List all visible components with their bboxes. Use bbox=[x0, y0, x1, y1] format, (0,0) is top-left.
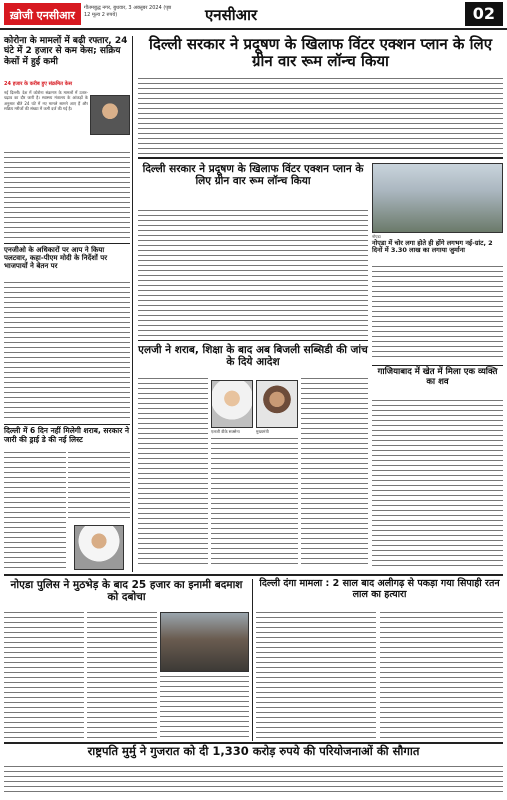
liquor-story-text-lines-3 bbox=[301, 378, 368, 570]
main-story-text-lines bbox=[138, 78, 503, 156]
divider bbox=[4, 424, 130, 425]
column-rule bbox=[132, 36, 133, 572]
left-story-text-lines bbox=[4, 152, 130, 242]
left-story2-headline: एनजीओ के अधिकारों पर आप ने किया पलटवार, कहा-पीएम मोदी के निर्देशों पर भाजपायों ने बेतन पर bbox=[4, 246, 108, 271]
noida-police-text-lines-2 bbox=[87, 612, 157, 740]
noida-photo-caption: नोएडा bbox=[372, 234, 381, 239]
divider bbox=[138, 340, 368, 341]
divider bbox=[372, 365, 503, 366]
divider bbox=[4, 574, 503, 576]
virus-photo bbox=[90, 95, 130, 135]
president-story-headline: राष्ट्रपति मुर्मु ने गुजरात को दी 1,330 करोड़ रुपये की परियोजनाओं की सौगात bbox=[87, 744, 420, 758]
shop-photo bbox=[74, 525, 124, 570]
liquor-story-text-lines-2 bbox=[211, 438, 298, 570]
arrest-photo bbox=[160, 612, 249, 672]
liquor-story-text-lines bbox=[138, 378, 208, 570]
noida-police-text-lines bbox=[4, 612, 84, 740]
riot-story-headline: दिल्ली दंगा मामला : 2 साल बाद अलीगढ़ से पकड़ा गया सिपाही रतन लाल का हत्यारा bbox=[259, 578, 500, 600]
left-story-headline: कोरोना के मामलों में बढ़ी रफ्तार, 24 घंटे में 2 हजार से कम केस; सक्रिय केसों में हुई कमी bbox=[4, 36, 128, 67]
left-story2-text-lines bbox=[4, 282, 130, 422]
ghaziabad-story-text-lines bbox=[372, 400, 503, 570]
left-story3-text-lines-2 bbox=[68, 452, 130, 522]
main-headline: दिल्ली सरकार ने प्रदूषण के खिलाफ विंटर एक्शन प्लान के लिए ग्रीन वार रूम लॉन्च किया bbox=[149, 35, 492, 71]
riot-story-text-lines bbox=[256, 612, 376, 740]
ghaziabad-story-headline: गाजियाबाद में खेत में मिला एक व्यक्ति का शव bbox=[377, 367, 498, 387]
masthead bbox=[0, 0, 507, 30]
divider bbox=[138, 157, 503, 159]
noida-story-text-lines bbox=[372, 266, 503, 362]
cm-photo-caption: मुख्यमंत्री bbox=[256, 429, 269, 434]
president-story-text-lines bbox=[4, 766, 503, 798]
section-title: एनसीआर bbox=[205, 6, 258, 24]
riot-story-text-lines-2 bbox=[380, 612, 503, 740]
pollution-story-headline: दिल्ली सरकार ने प्रदूषण के खिलाफ विंटर एक्शन प्लान के लिए ग्रीन वार रूम लॉन्च किया bbox=[142, 163, 364, 188]
cm-photo bbox=[256, 380, 298, 428]
pollution-story-text-lines bbox=[138, 210, 368, 338]
noida-police-headline: नोएडा पुलिस ने मुठभेड़ के बाद 25 हजार का इनामी बदमाश को दबोचा bbox=[10, 579, 243, 604]
noida-police-text-lines-3 bbox=[160, 676, 249, 740]
masthead-tagline: गौतमबुद्ध नगर, बुधवार, 3 अक्तूबर 2024 (पृष्ठ 12 मूल्य 2 रुपये) bbox=[84, 5, 172, 18]
lg-photo-caption: एलजी वीके सक्सेना bbox=[211, 429, 240, 434]
liquor-story-headline: एलजी ने शराब, शिक्षा के बाद अब बिजली सब्सिडी की जांच के दिये आदेश bbox=[138, 344, 368, 369]
left-story-subhead: 24 हजार के करीब हुए संक्रमित केस bbox=[4, 81, 72, 87]
page-number: 02 bbox=[465, 2, 503, 26]
left-story3-text-lines bbox=[4, 452, 66, 572]
noida-photo bbox=[372, 163, 503, 233]
lg-photo bbox=[211, 380, 253, 428]
newspaper-logo: ख़ोजी एनसीआर bbox=[4, 3, 81, 25]
divider bbox=[4, 243, 130, 244]
column-rule bbox=[252, 579, 253, 741]
noida-story-headline: नोएडा में चोर लगा होते ही होंगे लगभग नई-ग्रांट, 2 दिनों में 3.30 लाख का लगाया जुर्माना bbox=[372, 239, 493, 255]
left-story-body: नई दिल्ली। देश में कोरोना संक्रमण के मामलों में उतार-चढ़ाव का दौर जारी है। स्वास्थ्य मंत्रालय के आंकड़ों के अनुसार बीते 24 घंटे में नए मामले सामने आए हैं और सक्रिय मरीजों की संख्या में कमी दर्ज की गई है। bbox=[4, 90, 88, 111]
left-story3-headline: दिल्ली में 6 दिन नहीं मिलेगी शराब, सरकार ने जारी की ड्राई डे की नई लिस्ट bbox=[4, 426, 130, 444]
